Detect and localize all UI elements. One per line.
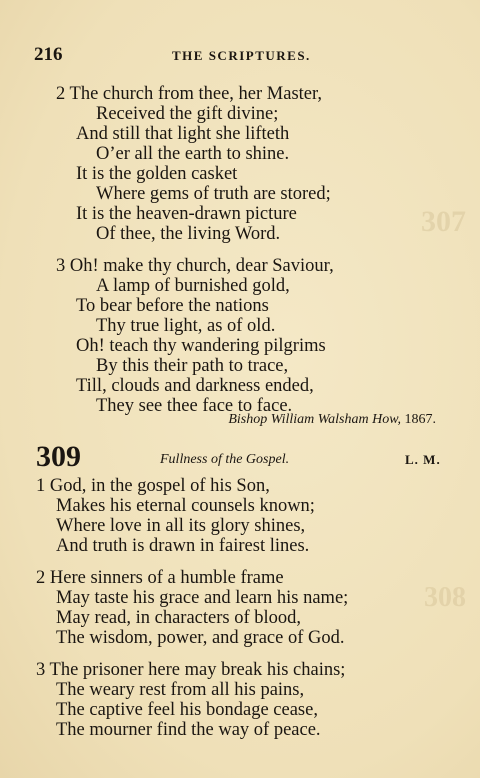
page-number: 216 bbox=[34, 44, 63, 65]
year: 1867. bbox=[404, 412, 436, 427]
author: Bishop William Walsham How bbox=[228, 412, 398, 427]
verse-line: 3 The prisoner here may break his chains; bbox=[36, 660, 346, 680]
verse-line: May taste his grace and learn his name; bbox=[56, 588, 349, 608]
verse-line: O’er all the earth to shine. bbox=[96, 144, 290, 164]
attribution: Bishop William Walsham How, 1867. bbox=[228, 412, 436, 427]
hymn-title: Fullness of the Gospel. bbox=[160, 452, 290, 467]
verse-line: Makes his eternal counsels known; bbox=[56, 496, 315, 516]
verse-line: Where gems of truth are stored; bbox=[96, 184, 331, 204]
verse-line: 2 The church from thee, her Master, bbox=[56, 84, 323, 104]
verse-line: The weary rest from all his pains, bbox=[56, 680, 305, 700]
verse-number: 2 bbox=[36, 568, 46, 588]
verse-line: Where love in all its glory shines, bbox=[56, 516, 306, 536]
verse-line: And still that light she lifteth bbox=[76, 124, 290, 144]
verse-line: Of thee, the living Word. bbox=[96, 224, 281, 244]
verse-line: The wisdom, power, and grace of God. bbox=[56, 628, 345, 648]
verse-line: It is the heaven-drawn picture bbox=[76, 204, 297, 224]
verse-line: The captive feel his bondage cease, bbox=[56, 700, 318, 720]
verse-line: 3 Oh! make thy church, dear Saviour, bbox=[56, 256, 334, 276]
verse-line: Till, clouds and darkness ended, bbox=[76, 376, 314, 396]
verse-line: It is the golden casket bbox=[76, 164, 238, 184]
verse-line: By this their path to trace, bbox=[96, 356, 289, 376]
hymn-meter: L. M. bbox=[405, 452, 441, 467]
verse-line: 1 God, in the gospel of his Son, bbox=[36, 476, 270, 496]
verse-line: They see thee face to face. bbox=[96, 396, 293, 416]
verse-number: 2 bbox=[56, 84, 66, 104]
page-header bbox=[34, 44, 450, 68]
verse-number: 3 bbox=[56, 256, 66, 276]
verse-line: And truth is drawn in fairest lines. bbox=[56, 536, 310, 556]
verse-line: Received the gift divine; bbox=[96, 104, 279, 124]
verse-line: A lamp of burnished gold, bbox=[96, 276, 290, 296]
verse-line: 2 Here sinners of a humble frame bbox=[36, 568, 284, 588]
verse-line: To bear before the nations bbox=[76, 296, 269, 316]
verse-number: 1 bbox=[36, 476, 46, 496]
verse-line: May read, in characters of blood, bbox=[56, 608, 302, 628]
verse-line: Oh! teach thy wandering pilgrims bbox=[76, 336, 326, 356]
bleed-through-mark: 307 bbox=[421, 205, 466, 238]
verse-number: 3 bbox=[36, 660, 46, 680]
bleed-through-mark: 308 bbox=[424, 582, 466, 613]
hymn-number: 309 bbox=[36, 440, 81, 473]
verse-line: Thy true light, as of old. bbox=[96, 316, 276, 336]
running-head: THE SCRIPTURES. bbox=[172, 48, 311, 63]
verse-line: The mourner find the way of peace. bbox=[56, 720, 321, 740]
